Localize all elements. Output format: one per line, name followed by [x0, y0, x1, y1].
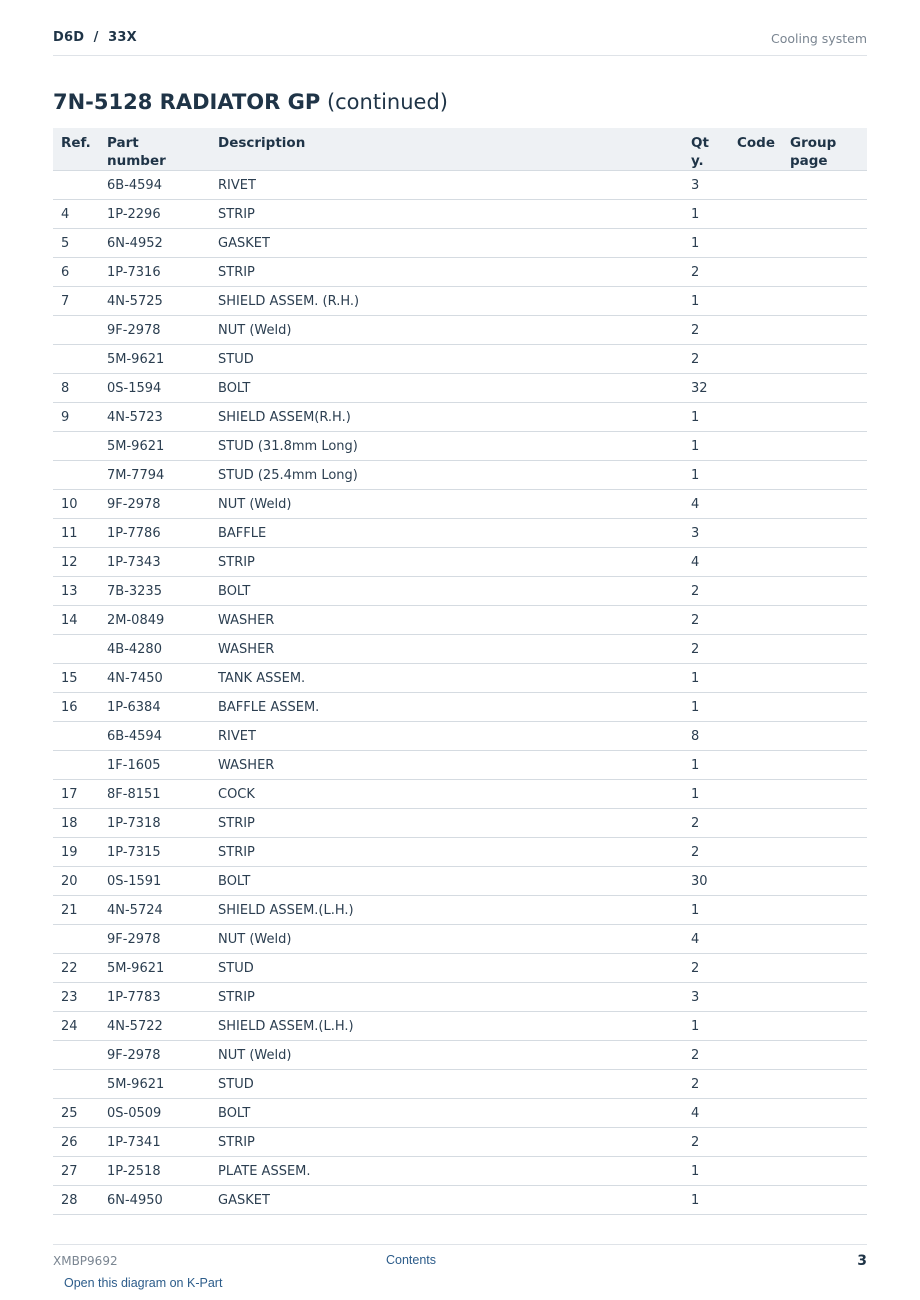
cell-part-number: 6N-4950: [99, 1186, 210, 1215]
cell-ref: 23: [53, 983, 99, 1012]
cell-group-page: [782, 867, 867, 896]
cell-part-number: 0S-0509: [99, 1099, 210, 1128]
cell-qty: 1: [683, 1012, 729, 1041]
cell-qty: 1: [683, 751, 729, 780]
cell-qty: 4: [683, 548, 729, 577]
cell-description: NUT (Weld): [210, 490, 683, 519]
cell-qty: 1: [683, 432, 729, 461]
cell-group-page: [782, 664, 867, 693]
document-id: XMBP9692: [53, 1254, 118, 1268]
cell-qty: 2: [683, 606, 729, 635]
cell-code: [729, 838, 782, 867]
cell-code: [729, 1070, 782, 1099]
cell-part-number: 4N-5722: [99, 1012, 210, 1041]
cell-group-page: [782, 287, 867, 316]
cell-code: [729, 374, 782, 403]
cell-qty: 2: [683, 1070, 729, 1099]
cell-ref: 21: [53, 896, 99, 925]
cell-description: STUD: [210, 954, 683, 983]
open-diagram-link[interactable]: Open this diagram on K-Part: [64, 1276, 223, 1290]
cell-qty: 2: [683, 577, 729, 606]
parts-table-body: [53, 171, 867, 1215]
cell-description: GASKET: [210, 229, 683, 258]
cell-code: [729, 229, 782, 258]
cell-group-page: [782, 925, 867, 954]
cell-group-page: [782, 577, 867, 606]
cell-group-page: [782, 693, 867, 722]
cell-ref: 10: [53, 490, 99, 519]
cell-description: RIVET: [210, 171, 683, 200]
cell-group-page: [782, 403, 867, 432]
cell-group-page: [782, 1070, 867, 1099]
table-row: [53, 345, 867, 374]
cell-description: STUD (25.4mm Long): [210, 461, 683, 490]
cell-qty: 1: [683, 1157, 729, 1186]
cell-qty: 1: [683, 780, 729, 809]
table-row: [53, 229, 867, 258]
cell-ref: 25: [53, 1099, 99, 1128]
cell-code: [729, 954, 782, 983]
cell-ref: 15: [53, 664, 99, 693]
column-header-code: Code: [729, 128, 782, 171]
page-header: [53, 28, 867, 56]
cell-part-number: 4B-4280: [99, 635, 210, 664]
cell-description: BOLT: [210, 577, 683, 606]
cell-group-page: [782, 519, 867, 548]
table-row: [53, 838, 867, 867]
cell-description: WASHER: [210, 635, 683, 664]
cell-group-page: [782, 896, 867, 925]
cell-qty: 32: [683, 374, 729, 403]
cell-qty: 3: [683, 519, 729, 548]
cell-part-number: 1P-7786: [99, 519, 210, 548]
cell-qty: 2: [683, 809, 729, 838]
cell-description: PLATE ASSEM.: [210, 1157, 683, 1186]
cell-ref: 12: [53, 548, 99, 577]
cell-code: [729, 461, 782, 490]
cell-part-number: 5M-9621: [99, 345, 210, 374]
cell-qty: 1: [683, 403, 729, 432]
table-row: [53, 693, 867, 722]
cell-group-page: [782, 751, 867, 780]
cell-qty: 2: [683, 1128, 729, 1157]
cell-part-number: 1P-2296: [99, 200, 210, 229]
cell-qty: 2: [683, 954, 729, 983]
cell-group-page: [782, 635, 867, 664]
cell-qty: 2: [683, 1041, 729, 1070]
cell-ref: [53, 171, 99, 200]
breadcrumb: D6D / 33X: [53, 30, 137, 45]
cell-code: [729, 983, 782, 1012]
parts-table: [53, 128, 867, 1215]
cell-ref: 14: [53, 606, 99, 635]
table-row: [53, 896, 867, 925]
cell-code: [729, 1012, 782, 1041]
cell-part-number: 6B-4594: [99, 171, 210, 200]
cell-ref: [53, 316, 99, 345]
cell-group-page: [782, 606, 867, 635]
cell-part-number: 9F-2978: [99, 925, 210, 954]
cell-part-number: 4N-7450: [99, 664, 210, 693]
title-main: 7N-5128 RADIATOR GP: [53, 90, 321, 114]
cell-code: [729, 490, 782, 519]
cell-qty: 1: [683, 461, 729, 490]
cell-ref: 26: [53, 1128, 99, 1157]
cell-description: NUT (Weld): [210, 316, 683, 345]
column-header-part-number: Part number: [99, 128, 210, 171]
table-row: [53, 171, 867, 200]
table-row: [53, 1186, 867, 1215]
cell-description: STRIP: [210, 983, 683, 1012]
cell-description: SHIELD ASSEM. (R.H.): [210, 287, 683, 316]
cell-group-page: [782, 432, 867, 461]
cell-qty: 3: [683, 171, 729, 200]
table-row: [53, 200, 867, 229]
cell-group-page: [782, 490, 867, 519]
cell-qty: 1: [683, 229, 729, 258]
cell-code: [729, 1128, 782, 1157]
cell-description: STRIP: [210, 200, 683, 229]
cell-ref: 13: [53, 577, 99, 606]
cell-description: NUT (Weld): [210, 1041, 683, 1070]
cell-ref: [53, 635, 99, 664]
cell-ref: 7: [53, 287, 99, 316]
cell-code: [729, 664, 782, 693]
cell-description: STRIP: [210, 548, 683, 577]
table-row: [53, 1012, 867, 1041]
cell-group-page: [782, 1012, 867, 1041]
page-number: 3: [857, 1253, 867, 1269]
table-row: [53, 461, 867, 490]
cell-ref: [53, 1041, 99, 1070]
cell-group-page: [782, 983, 867, 1012]
cell-part-number: 1P-7315: [99, 838, 210, 867]
cell-code: [729, 693, 782, 722]
cell-code: [729, 345, 782, 374]
cell-part-number: 0S-1591: [99, 867, 210, 896]
cell-description: RIVET: [210, 722, 683, 751]
cell-code: [729, 287, 782, 316]
cell-group-page: [782, 171, 867, 200]
table-row: [53, 490, 867, 519]
cell-part-number: 5M-9621: [99, 1070, 210, 1099]
cell-part-number: 9F-2978: [99, 316, 210, 345]
table-row: [53, 722, 867, 751]
cell-qty: 1: [683, 200, 729, 229]
page-title: [53, 90, 448, 114]
cell-ref: 20: [53, 867, 99, 896]
cell-ref: 4: [53, 200, 99, 229]
cell-code: [729, 200, 782, 229]
cell-group-page: [782, 229, 867, 258]
cell-code: [729, 403, 782, 432]
table-row: [53, 1157, 867, 1186]
cell-ref: 6: [53, 258, 99, 287]
cell-description: COCK: [210, 780, 683, 809]
cell-qty: 2: [683, 635, 729, 664]
cell-ref: [53, 432, 99, 461]
table-row: [53, 751, 867, 780]
cell-qty: 1: [683, 287, 729, 316]
cell-group-page: [782, 461, 867, 490]
cell-code: [729, 1041, 782, 1070]
section-title: Cooling system: [771, 31, 867, 46]
cell-description: TANK ASSEM.: [210, 664, 683, 693]
cell-group-page: [782, 1128, 867, 1157]
table-row: [53, 867, 867, 896]
table-row: [53, 925, 867, 954]
cell-code: [729, 867, 782, 896]
cell-ref: [53, 345, 99, 374]
table-row: [53, 606, 867, 635]
cell-part-number: 9F-2978: [99, 490, 210, 519]
cell-ref: 19: [53, 838, 99, 867]
cell-group-page: [782, 200, 867, 229]
cell-description: BOLT: [210, 1099, 683, 1128]
cell-part-number: 7B-3235: [99, 577, 210, 606]
cell-ref: 27: [53, 1157, 99, 1186]
cell-ref: 5: [53, 229, 99, 258]
cell-part-number: 1P-7318: [99, 809, 210, 838]
cell-code: [729, 722, 782, 751]
cell-qty: 2: [683, 258, 729, 287]
cell-ref: 17: [53, 780, 99, 809]
cell-ref: [53, 722, 99, 751]
cell-description: STUD: [210, 1070, 683, 1099]
cell-code: [729, 432, 782, 461]
cell-part-number: 7M-7794: [99, 461, 210, 490]
table-row: [53, 954, 867, 983]
cell-part-number: 8F-8151: [99, 780, 210, 809]
cell-group-page: [782, 722, 867, 751]
cell-part-number: 4N-5725: [99, 287, 210, 316]
cell-part-number: 5M-9621: [99, 954, 210, 983]
cell-code: [729, 606, 782, 635]
cell-group-page: [782, 954, 867, 983]
table-row: [53, 258, 867, 287]
cell-ref: 28: [53, 1186, 99, 1215]
cell-group-page: [782, 1157, 867, 1186]
cell-part-number: 1P-7341: [99, 1128, 210, 1157]
table-row: [53, 1128, 867, 1157]
cell-description: GASKET: [210, 1186, 683, 1215]
cell-group-page: [782, 258, 867, 287]
table-row: [53, 780, 867, 809]
cell-description: BOLT: [210, 374, 683, 403]
cell-code: [729, 780, 782, 809]
table-row: [53, 1041, 867, 1070]
table-row: [53, 1099, 867, 1128]
cell-description: SHIELD ASSEM.(L.H.): [210, 896, 683, 925]
table-header-row: [53, 128, 867, 171]
cell-qty: 2: [683, 838, 729, 867]
cell-ref: 16: [53, 693, 99, 722]
cell-group-page: [782, 1186, 867, 1215]
cell-ref: 11: [53, 519, 99, 548]
table-row: [53, 403, 867, 432]
cell-part-number: 1P-7343: [99, 548, 210, 577]
cell-ref: [53, 461, 99, 490]
cell-qty: 4: [683, 1099, 729, 1128]
cell-qty: 8: [683, 722, 729, 751]
cell-description: STRIP: [210, 838, 683, 867]
table-row: [53, 1070, 867, 1099]
table-row: [53, 983, 867, 1012]
cell-description: STUD: [210, 345, 683, 374]
cell-code: [729, 751, 782, 780]
cell-code: [729, 809, 782, 838]
cell-code: [729, 577, 782, 606]
title-suffix: (continued): [326, 90, 448, 114]
cell-description: SHIELD ASSEM(R.H.): [210, 403, 683, 432]
cell-ref: 9: [53, 403, 99, 432]
cell-part-number: 1P-6384: [99, 693, 210, 722]
cell-description: STRIP: [210, 258, 683, 287]
cell-qty: 3: [683, 983, 729, 1012]
column-header-qty: Qty.: [683, 128, 729, 171]
cell-group-page: [782, 345, 867, 374]
cell-part-number: 1P-7316: [99, 258, 210, 287]
cell-part-number: 1P-7783: [99, 983, 210, 1012]
cell-part-number: 4N-5724: [99, 896, 210, 925]
cell-group-page: [782, 1041, 867, 1070]
column-header-description: Description: [210, 128, 683, 171]
cell-part-number: 6B-4594: [99, 722, 210, 751]
cell-qty: 4: [683, 925, 729, 954]
cell-ref: [53, 925, 99, 954]
cell-qty: 4: [683, 490, 729, 519]
cell-description: STRIP: [210, 809, 683, 838]
cell-description: NUT (Weld): [210, 925, 683, 954]
cell-description: SHIELD ASSEM.(L.H.): [210, 1012, 683, 1041]
cell-group-page: [782, 1099, 867, 1128]
cell-code: [729, 258, 782, 287]
cell-part-number: 6N-4952: [99, 229, 210, 258]
cell-qty: 2: [683, 345, 729, 374]
table-row: [53, 519, 867, 548]
cell-description: BAFFLE ASSEM.: [210, 693, 683, 722]
cell-ref: 8: [53, 374, 99, 403]
cell-qty: 1: [683, 1186, 729, 1215]
cell-code: [729, 896, 782, 925]
cell-ref: 24: [53, 1012, 99, 1041]
table-row: [53, 374, 867, 403]
cell-part-number: 1F-1605: [99, 751, 210, 780]
cell-code: [729, 635, 782, 664]
cell-qty: 1: [683, 664, 729, 693]
cell-qty: 2: [683, 316, 729, 345]
cell-ref: [53, 751, 99, 780]
cell-qty: 1: [683, 693, 729, 722]
cell-part-number: 4N-5723: [99, 403, 210, 432]
cell-code: [729, 925, 782, 954]
cell-ref: 22: [53, 954, 99, 983]
cell-code: [729, 519, 782, 548]
contents-link[interactable]: Contents: [386, 1253, 437, 1267]
cell-ref: 18: [53, 809, 99, 838]
cell-part-number: 1P-2518: [99, 1157, 210, 1186]
column-header-group-page: Group page: [782, 128, 867, 171]
cell-group-page: [782, 809, 867, 838]
cell-description: WASHER: [210, 751, 683, 780]
cell-part-number: 2M-0849: [99, 606, 210, 635]
cell-part-number: 9F-2978: [99, 1041, 210, 1070]
page-footer: [53, 1244, 867, 1275]
cell-group-page: [782, 316, 867, 345]
table-row: [53, 635, 867, 664]
table-row: [53, 316, 867, 345]
cell-code: [729, 1157, 782, 1186]
cell-code: [729, 1186, 782, 1215]
table-row: [53, 664, 867, 693]
cell-group-page: [782, 548, 867, 577]
cell-code: [729, 1099, 782, 1128]
cell-code: [729, 548, 782, 577]
cell-ref: [53, 1070, 99, 1099]
cell-description: BAFFLE: [210, 519, 683, 548]
cell-group-page: [782, 374, 867, 403]
table-row: [53, 577, 867, 606]
table-row: [53, 287, 867, 316]
cell-description: WASHER: [210, 606, 683, 635]
cell-group-page: [782, 838, 867, 867]
cell-description: BOLT: [210, 867, 683, 896]
cell-code: [729, 171, 782, 200]
cell-part-number: 0S-1594: [99, 374, 210, 403]
cell-qty: 30: [683, 867, 729, 896]
table-row: [53, 548, 867, 577]
table-row: [53, 809, 867, 838]
cell-part-number: 5M-9621: [99, 432, 210, 461]
cell-code: [729, 316, 782, 345]
cell-description: STRIP: [210, 1128, 683, 1157]
cell-description: STUD (31.8mm Long): [210, 432, 683, 461]
column-header-ref: Ref.: [53, 128, 99, 171]
cell-qty: 1: [683, 896, 729, 925]
table-row: [53, 432, 867, 461]
cell-group-page: [782, 780, 867, 809]
